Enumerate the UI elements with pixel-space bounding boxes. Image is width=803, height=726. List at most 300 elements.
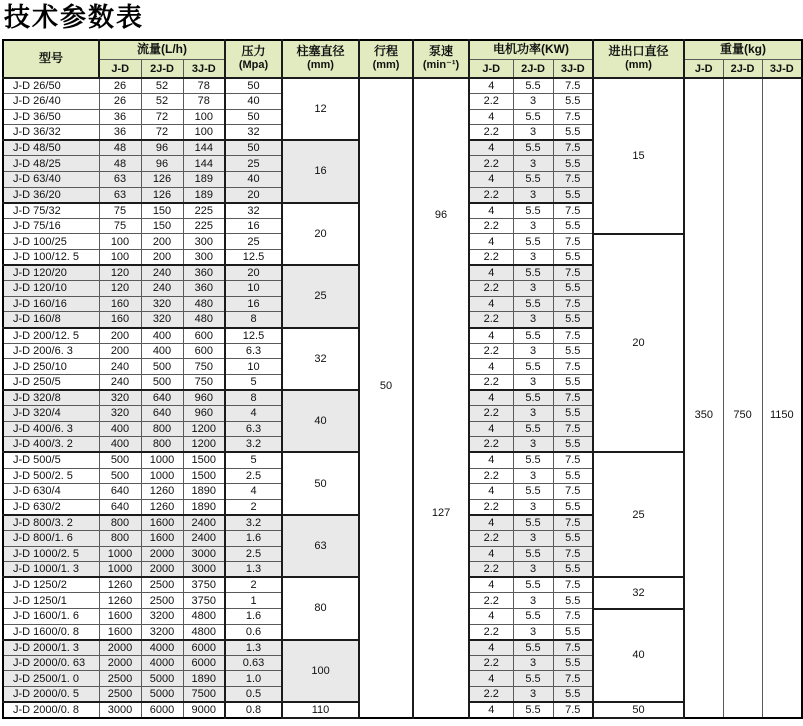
flow-3jd-cell: 6000 [183, 655, 225, 671]
flow-2jd-cell: 240 [141, 265, 183, 281]
power-jd-cell: 2.2 [469, 406, 513, 422]
flow-jd-cell: 48 [99, 156, 141, 172]
pressure-cell: 12.5 [225, 250, 282, 266]
header-flow-jd: J-D [99, 60, 141, 78]
power-3jd-cell: 7.5 [553, 546, 593, 562]
power-2jd-cell: 5.5 [513, 640, 553, 656]
flow-3jd-cell: 78 [183, 78, 225, 94]
flow-2jd-cell: 150 [141, 203, 183, 219]
pressure-cell: 2.5 [225, 468, 282, 484]
pump-speed-value: 96 [434, 209, 448, 222]
power-2jd-cell: 5.5 [513, 390, 553, 406]
power-3jd-cell: 5.5 [553, 125, 593, 141]
power-3jd-cell: 5.5 [553, 406, 593, 422]
power-3jd-cell: 7.5 [553, 702, 593, 718]
flow-3jd-cell: 189 [183, 187, 225, 203]
power-2jd-cell: 3 [513, 343, 553, 359]
power-2jd-cell: 3 [513, 530, 553, 546]
flow-3jd-cell: 1500 [183, 452, 225, 468]
pressure-cell: 40 [225, 171, 282, 187]
pressure-cell: 10 [225, 359, 282, 375]
flow-3jd-cell: 300 [183, 250, 225, 266]
model-cell: J-D 200/6. 3 [3, 343, 99, 359]
pressure-cell: 2 [225, 499, 282, 515]
flow-jd-cell: 2500 [99, 687, 141, 703]
plunger-diameter-cell: 40 [282, 390, 359, 452]
power-3jd-cell: 5.5 [553, 593, 593, 609]
power-jd-cell: 4 [469, 421, 513, 437]
power-jd-cell: 4 [469, 171, 513, 187]
model-cell: J-D 1000/2. 5 [3, 546, 99, 562]
model-cell: J-D 1250/2 [3, 577, 99, 593]
model-cell: J-D 1600/0. 8 [3, 624, 99, 640]
flow-jd-cell: 1260 [99, 577, 141, 593]
inlet-outlet-diameter-cell: 40 [593, 609, 684, 703]
flow-3jd-cell: 9000 [183, 702, 225, 718]
power-jd-cell: 2.2 [469, 281, 513, 297]
flow-2jd-cell: 96 [141, 156, 183, 172]
power-jd-cell: 2.2 [469, 530, 513, 546]
header-plunger-diameter: 柱塞直径 (mm) [282, 40, 359, 78]
flow-3jd-cell: 3000 [183, 562, 225, 578]
power-2jd-cell: 3 [513, 499, 553, 515]
power-2jd-cell: 5.5 [513, 265, 553, 281]
model-cell: J-D 75/32 [3, 203, 99, 219]
flow-3jd-cell: 960 [183, 406, 225, 422]
flow-3jd-cell: 1890 [183, 499, 225, 515]
flow-jd-cell: 200 [99, 328, 141, 344]
flow-3jd-cell: 600 [183, 343, 225, 359]
pressure-cell: 0.6 [225, 624, 282, 640]
flow-jd-cell: 2500 [99, 671, 141, 687]
flow-2jd-cell: 5000 [141, 671, 183, 687]
model-cell: J-D 2000/0. 63 [3, 655, 99, 671]
power-3jd-cell: 7.5 [553, 328, 593, 344]
flow-2jd-cell: 320 [141, 312, 183, 328]
pressure-cell: 1.6 [225, 530, 282, 546]
pressure-cell: 50 [225, 140, 282, 156]
flow-3jd-cell: 750 [183, 374, 225, 390]
plunger-diameter-cell: 50 [282, 452, 359, 514]
header-flow: 流量(L/h) [99, 40, 225, 60]
power-3jd-cell: 7.5 [553, 234, 593, 250]
model-cell: J-D 1000/1. 3 [3, 562, 99, 578]
power-3jd-cell: 7.5 [553, 484, 593, 500]
power-3jd-cell: 7.5 [553, 390, 593, 406]
flow-2jd-cell: 6000 [141, 702, 183, 718]
pressure-cell: 16 [225, 218, 282, 234]
model-cell: J-D 630/4 [3, 484, 99, 500]
header-stroke: 行程 (mm) [359, 40, 413, 78]
power-jd-cell: 2.2 [469, 218, 513, 234]
plunger-diameter-cell: 25 [282, 265, 359, 327]
flow-jd-cell: 75 [99, 203, 141, 219]
power-3jd-cell: 5.5 [553, 530, 593, 546]
spec-table [2, 39, 803, 719]
power-3jd-cell: 7.5 [553, 78, 593, 94]
power-2jd-cell: 5.5 [513, 515, 553, 531]
flow-3jd-cell: 480 [183, 312, 225, 328]
power-2jd-cell: 3 [513, 437, 553, 453]
power-2jd-cell: 3 [513, 125, 553, 141]
power-jd-cell: 4 [469, 577, 513, 593]
power-jd-cell: 4 [469, 390, 513, 406]
power-3jd-cell: 5.5 [553, 624, 593, 640]
flow-3jd-cell: 100 [183, 109, 225, 125]
flow-jd-cell: 26 [99, 78, 141, 94]
flow-jd-cell: 1000 [99, 562, 141, 578]
pressure-cell: 20 [225, 265, 282, 281]
model-cell: J-D 800/3. 2 [3, 515, 99, 531]
flow-jd-cell: 1260 [99, 593, 141, 609]
power-2jd-cell: 5.5 [513, 546, 553, 562]
power-2jd-cell: 5.5 [513, 109, 553, 125]
weight-value: 350 [694, 408, 713, 421]
pressure-cell: 25 [225, 234, 282, 250]
model-cell: J-D 36/20 [3, 187, 99, 203]
flow-3jd-cell: 360 [183, 281, 225, 297]
power-3jd-cell: 5.5 [553, 93, 593, 109]
plunger-diameter-cell: 16 [282, 140, 359, 202]
flow-2jd-cell: 800 [141, 421, 183, 437]
flow-3jd-cell: 300 [183, 234, 225, 250]
header-inlet-outlet-diameter: 进出口直径 (mm) [593, 40, 684, 78]
pressure-cell: 8 [225, 312, 282, 328]
table-header [3, 40, 802, 78]
header-model: 型号 [3, 40, 99, 78]
power-2jd-cell: 5.5 [513, 609, 553, 625]
flow-jd-cell: 3000 [99, 702, 141, 718]
pressure-cell: 1.6 [225, 609, 282, 625]
pressure-cell: 3.2 [225, 437, 282, 453]
power-3jd-cell: 7.5 [553, 640, 593, 656]
power-2jd-cell: 5.5 [513, 484, 553, 500]
flow-3jd-cell: 1200 [183, 421, 225, 437]
power-jd-cell: 2.2 [469, 499, 513, 515]
pressure-cell: 1.3 [225, 562, 282, 578]
power-jd-cell: 4 [469, 140, 513, 156]
flow-jd-cell: 160 [99, 296, 141, 312]
power-2jd-cell: 5.5 [513, 359, 553, 375]
plunger-diameter-cell: 100 [282, 640, 359, 702]
flow-3jd-cell: 1890 [183, 671, 225, 687]
flow-2jd-cell: 2500 [141, 577, 183, 593]
power-jd-cell: 4 [469, 515, 513, 531]
header-weight-2jd: 2J-D [723, 60, 762, 78]
flow-2jd-cell: 3200 [141, 624, 183, 640]
model-cell: J-D 26/40 [3, 93, 99, 109]
power-3jd-cell: 5.5 [553, 562, 593, 578]
flow-2jd-cell: 1600 [141, 515, 183, 531]
flow-3jd-cell: 100 [183, 125, 225, 141]
model-cell: J-D 200/12. 5 [3, 328, 99, 344]
power-3jd-cell: 5.5 [553, 312, 593, 328]
power-jd-cell: 2.2 [469, 687, 513, 703]
flow-2jd-cell: 1260 [141, 484, 183, 500]
inlet-outlet-diameter-cell: 25 [593, 452, 684, 577]
flow-2jd-cell: 240 [141, 281, 183, 297]
flow-2jd-cell: 72 [141, 125, 183, 141]
flow-2jd-cell: 2000 [141, 546, 183, 562]
flow-jd-cell: 640 [99, 484, 141, 500]
power-jd-cell: 2.2 [469, 93, 513, 109]
flow-2jd-cell: 126 [141, 171, 183, 187]
power-2jd-cell: 3 [513, 655, 553, 671]
flow-jd-cell: 500 [99, 468, 141, 484]
flow-2jd-cell: 52 [141, 93, 183, 109]
flow-jd-cell: 240 [99, 374, 141, 390]
power-3jd-cell: 7.5 [553, 296, 593, 312]
power-2jd-cell: 3 [513, 687, 553, 703]
power-jd-cell: 2.2 [469, 562, 513, 578]
flow-jd-cell: 800 [99, 515, 141, 531]
flow-2jd-cell: 500 [141, 374, 183, 390]
model-cell: J-D 1600/1. 6 [3, 609, 99, 625]
power-2jd-cell: 5.5 [513, 234, 553, 250]
model-cell: J-D 500/5 [3, 452, 99, 468]
flow-2jd-cell: 500 [141, 359, 183, 375]
power-jd-cell: 4 [469, 452, 513, 468]
model-cell: J-D 160/8 [3, 312, 99, 328]
model-cell: J-D 400/6. 3 [3, 421, 99, 437]
power-3jd-cell: 5.5 [553, 187, 593, 203]
power-3jd-cell: 5.5 [553, 437, 593, 453]
model-cell: J-D 75/16 [3, 218, 99, 234]
flow-3jd-cell: 225 [183, 218, 225, 234]
pressure-cell: 6.3 [225, 343, 282, 359]
flow-3jd-cell: 1890 [183, 484, 225, 500]
pump-speed-cell [413, 78, 469, 718]
flow-2jd-cell: 126 [141, 187, 183, 203]
flow-2jd-cell: 400 [141, 328, 183, 344]
flow-3jd-cell: 3750 [183, 593, 225, 609]
flow-2jd-cell: 800 [141, 437, 183, 453]
model-cell: J-D 120/10 [3, 281, 99, 297]
power-jd-cell: 4 [469, 203, 513, 219]
power-3jd-cell: 5.5 [553, 468, 593, 484]
flow-jd-cell: 2000 [99, 655, 141, 671]
power-jd-cell: 2.2 [469, 187, 513, 203]
power-2jd-cell: 3 [513, 562, 553, 578]
pressure-cell: 50 [225, 78, 282, 94]
flow-jd-cell: 640 [99, 499, 141, 515]
flow-3jd-cell: 600 [183, 328, 225, 344]
pressure-cell: 0.63 [225, 655, 282, 671]
power-3jd-cell: 7.5 [553, 577, 593, 593]
power-3jd-cell: 5.5 [553, 250, 593, 266]
model-cell: J-D 26/50 [3, 78, 99, 94]
flow-2jd-cell: 200 [141, 250, 183, 266]
plunger-diameter-cell: 80 [282, 577, 359, 639]
model-cell: J-D 2000/0. 8 [3, 702, 99, 718]
power-3jd-cell: 7.5 [553, 421, 593, 437]
flow-3jd-cell: 7500 [183, 687, 225, 703]
power-2jd-cell: 5.5 [513, 203, 553, 219]
flow-jd-cell: 36 [99, 125, 141, 141]
flow-3jd-cell: 4800 [183, 624, 225, 640]
flow-2jd-cell: 72 [141, 109, 183, 125]
model-cell: J-D 320/4 [3, 406, 99, 422]
page-title: 技术参数表 [4, 2, 145, 32]
flow-2jd-cell: 4000 [141, 655, 183, 671]
weight-value: 750 [733, 408, 752, 421]
power-3jd-cell: 7.5 [553, 452, 593, 468]
flow-3jd-cell: 3000 [183, 546, 225, 562]
flow-2jd-cell: 1000 [141, 468, 183, 484]
power-jd-cell: 4 [469, 328, 513, 344]
model-cell: J-D 120/20 [3, 265, 99, 281]
pressure-cell: 0.5 [225, 687, 282, 703]
flow-jd-cell: 200 [99, 343, 141, 359]
model-cell: J-D 1250/1 [3, 593, 99, 609]
pressure-cell: 12.5 [225, 328, 282, 344]
power-jd-cell: 4 [469, 109, 513, 125]
pressure-cell: 5 [225, 452, 282, 468]
flow-jd-cell: 100 [99, 234, 141, 250]
model-cell: J-D 2000/1. 3 [3, 640, 99, 656]
flow-jd-cell: 400 [99, 437, 141, 453]
weight-jd-cell [684, 78, 723, 718]
power-2jd-cell: 3 [513, 593, 553, 609]
plunger-diameter-cell: 110 [282, 702, 359, 718]
flow-3jd-cell: 1500 [183, 468, 225, 484]
inlet-outlet-diameter-cell: 32 [593, 577, 684, 608]
power-3jd-cell: 5.5 [553, 499, 593, 515]
power-jd-cell: 4 [469, 234, 513, 250]
power-jd-cell: 2.2 [469, 655, 513, 671]
flow-jd-cell: 100 [99, 250, 141, 266]
model-cell: J-D 250/5 [3, 374, 99, 390]
model-cell: J-D 48/50 [3, 140, 99, 156]
power-3jd-cell: 7.5 [553, 609, 593, 625]
header-motor-power: 电机功率(KW) [469, 40, 593, 60]
power-jd-cell: 4 [469, 546, 513, 562]
power-jd-cell: 2.2 [469, 343, 513, 359]
pump-speed-value: 127 [431, 506, 451, 519]
pressure-cell: 50 [225, 109, 282, 125]
power-2jd-cell: 5.5 [513, 296, 553, 312]
power-3jd-cell: 7.5 [553, 515, 593, 531]
inlet-outlet-diameter-cell: 50 [593, 702, 684, 718]
power-jd-cell: 4 [469, 702, 513, 718]
flow-jd-cell: 63 [99, 171, 141, 187]
power-2jd-cell: 5.5 [513, 140, 553, 156]
flow-2jd-cell: 200 [141, 234, 183, 250]
power-jd-cell: 2.2 [469, 593, 513, 609]
header-pressure: 压力 (Mpa) [225, 40, 282, 78]
table-row [3, 78, 802, 94]
power-jd-cell: 2.2 [469, 374, 513, 390]
power-2jd-cell: 5.5 [513, 671, 553, 687]
header-power-2jd: 2J-D [513, 60, 553, 78]
flow-jd-cell: 63 [99, 187, 141, 203]
flow-jd-cell: 160 [99, 312, 141, 328]
plunger-diameter-cell: 20 [282, 203, 359, 265]
model-cell: J-D 2500/1. 0 [3, 671, 99, 687]
flow-jd-cell: 320 [99, 406, 141, 422]
pressure-cell: 2.5 [225, 546, 282, 562]
flow-2jd-cell: 52 [141, 78, 183, 94]
power-jd-cell: 2.2 [469, 468, 513, 484]
flow-3jd-cell: 225 [183, 203, 225, 219]
pressure-cell: 32 [225, 125, 282, 141]
flow-3jd-cell: 4800 [183, 609, 225, 625]
header-flow-3jd: 3J-D [183, 60, 225, 78]
stroke-cell [359, 78, 413, 718]
stroke-value: 50 [379, 379, 393, 392]
flow-3jd-cell: 144 [183, 156, 225, 172]
flow-jd-cell: 48 [99, 140, 141, 156]
header-flow-2jd: 2J-D [141, 60, 183, 78]
power-2jd-cell: 5.5 [513, 171, 553, 187]
flow-2jd-cell: 640 [141, 390, 183, 406]
model-cell: J-D 800/1. 6 [3, 530, 99, 546]
model-cell: J-D 100/25 [3, 234, 99, 250]
power-3jd-cell: 7.5 [553, 265, 593, 281]
model-cell: J-D 63/40 [3, 171, 99, 187]
power-jd-cell: 2.2 [469, 624, 513, 640]
inlet-outlet-diameter-cell: 15 [593, 78, 684, 234]
power-jd-cell: 4 [469, 640, 513, 656]
header-power-jd: J-D [469, 60, 513, 78]
power-2jd-cell: 5.5 [513, 452, 553, 468]
power-jd-cell: 2.2 [469, 437, 513, 453]
pressure-cell: 40 [225, 93, 282, 109]
pressure-cell: 1.0 [225, 671, 282, 687]
flow-2jd-cell: 96 [141, 140, 183, 156]
pressure-cell: 3.2 [225, 515, 282, 531]
power-2jd-cell: 3 [513, 218, 553, 234]
model-cell: J-D 630/2 [3, 499, 99, 515]
flow-2jd-cell: 3200 [141, 609, 183, 625]
power-3jd-cell: 7.5 [553, 359, 593, 375]
flow-jd-cell: 1600 [99, 624, 141, 640]
power-jd-cell: 2.2 [469, 125, 513, 141]
flow-jd-cell: 1600 [99, 609, 141, 625]
power-jd-cell: 4 [469, 484, 513, 500]
weight-2jd-cell [723, 78, 762, 718]
pressure-cell: 20 [225, 187, 282, 203]
weight-value: 1150 [769, 408, 794, 421]
flow-jd-cell: 36 [99, 109, 141, 125]
flow-2jd-cell: 400 [141, 343, 183, 359]
model-cell: J-D 320/8 [3, 390, 99, 406]
pressure-cell: 4 [225, 484, 282, 500]
model-cell: J-D 400/3. 2 [3, 437, 99, 453]
power-3jd-cell: 7.5 [553, 171, 593, 187]
flow-jd-cell: 2000 [99, 640, 141, 656]
flow-2jd-cell: 1260 [141, 499, 183, 515]
flow-3jd-cell: 750 [183, 359, 225, 375]
inlet-outlet-diameter-cell: 20 [593, 234, 684, 453]
flow-jd-cell: 1000 [99, 546, 141, 562]
plunger-diameter-cell: 32 [282, 328, 359, 390]
flow-jd-cell: 120 [99, 265, 141, 281]
flow-3jd-cell: 960 [183, 390, 225, 406]
flow-jd-cell: 800 [99, 530, 141, 546]
power-3jd-cell: 5.5 [553, 218, 593, 234]
header-weight-jd: J-D [684, 60, 723, 78]
pressure-cell: 5 [225, 374, 282, 390]
plunger-diameter-cell: 12 [282, 78, 359, 140]
flow-2jd-cell: 5000 [141, 687, 183, 703]
pressure-cell: 6.3 [225, 421, 282, 437]
power-2jd-cell: 5.5 [513, 421, 553, 437]
table-body [3, 78, 802, 718]
pressure-cell: 2 [225, 577, 282, 593]
pressure-cell: 1.3 [225, 640, 282, 656]
model-cell: J-D 48/25 [3, 156, 99, 172]
